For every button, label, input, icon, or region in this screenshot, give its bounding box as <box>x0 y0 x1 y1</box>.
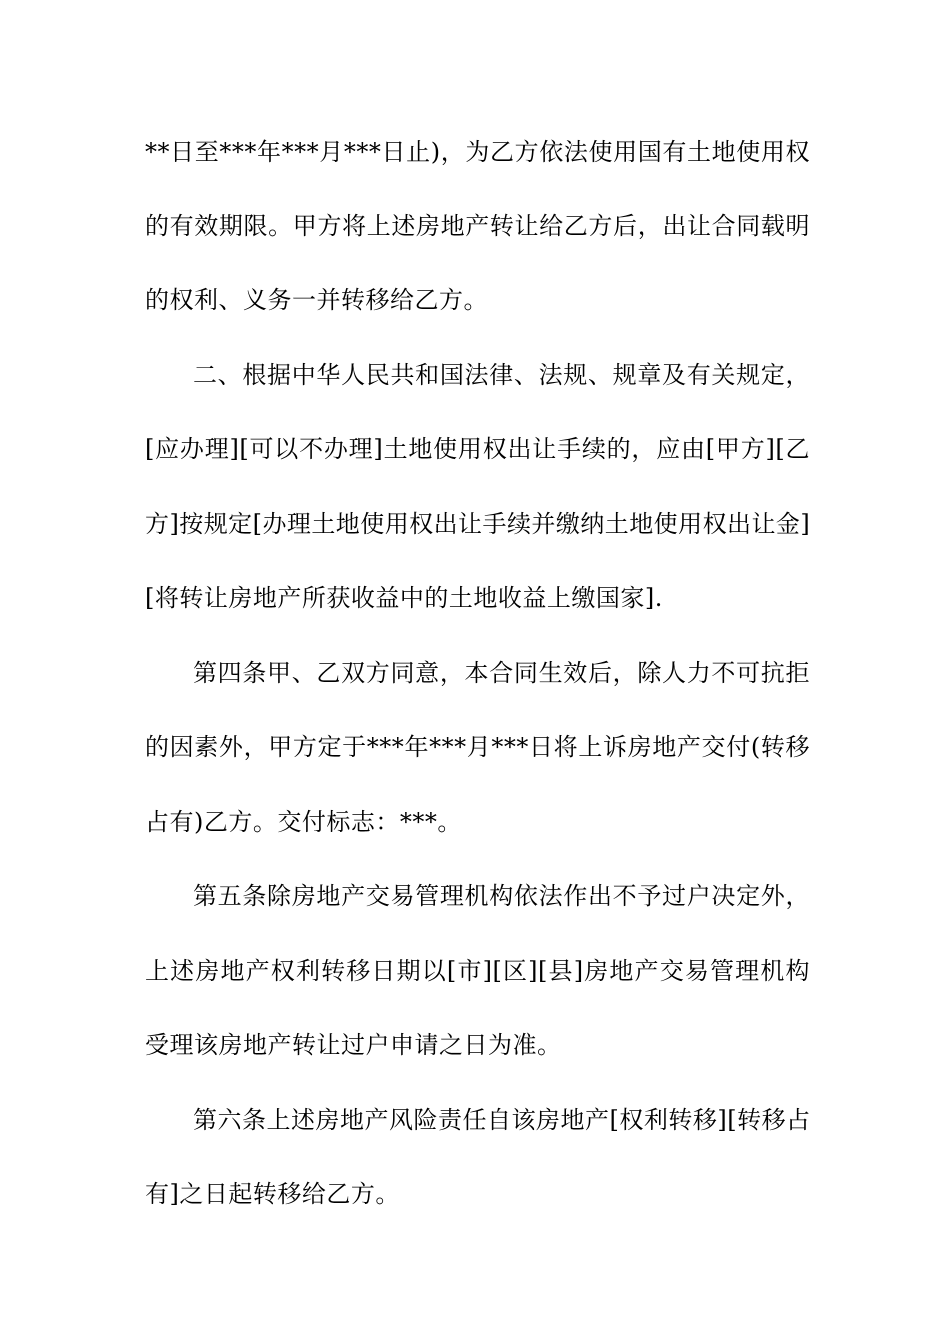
text-line: 占有)乙方。交付标志：***。 <box>145 808 462 836</box>
paragraph-first-line: 第六条上述房地产风险责任自该房地产[权利转移][转移占 <box>193 1106 811 1134</box>
text-line: 的因素外，甲方定于***年***月***日将上诉房地产交付(转移 <box>145 733 810 761</box>
paragraph-first-line: 第五条除房地产交易管理机构依法作出不予过户决定外， <box>193 882 810 910</box>
text-line: 的权利、义务一并转移给乙方。 <box>145 286 488 314</box>
text-line: 受理该房地产转让过户申请之日为准。 <box>145 1031 562 1059</box>
text-line: 上述房地产权利转移日期以[市][区][县]房地产交易管理机构 <box>145 957 810 985</box>
paragraph-first-line: 二、根据中华人民共和国法律、法规、规章及有关规定， <box>193 361 810 389</box>
text-line: **日至***年***月***日止)，为乙方依法使用国有土地使用权 <box>145 138 810 166</box>
text-line: 的有效期限。甲方将上述房地产转让给乙方后，出让合同载明 <box>145 212 810 240</box>
text-line: [将转让房地产所获收益中的土地收益上缴国家]. <box>145 584 663 612</box>
text-line: 有]之日起转移给乙方。 <box>145 1180 400 1208</box>
text-line: [应办理][可以不办理]土地使用权出让手续的，应由[甲方][乙 <box>145 435 810 463</box>
paragraph-first-line: 第四条甲、乙双方同意，本合同生效后，除人力不可抗拒 <box>193 659 810 687</box>
text-line: 方]按规定[办理土地使用权出让手续并缴纳土地使用权出让金] <box>145 510 810 538</box>
